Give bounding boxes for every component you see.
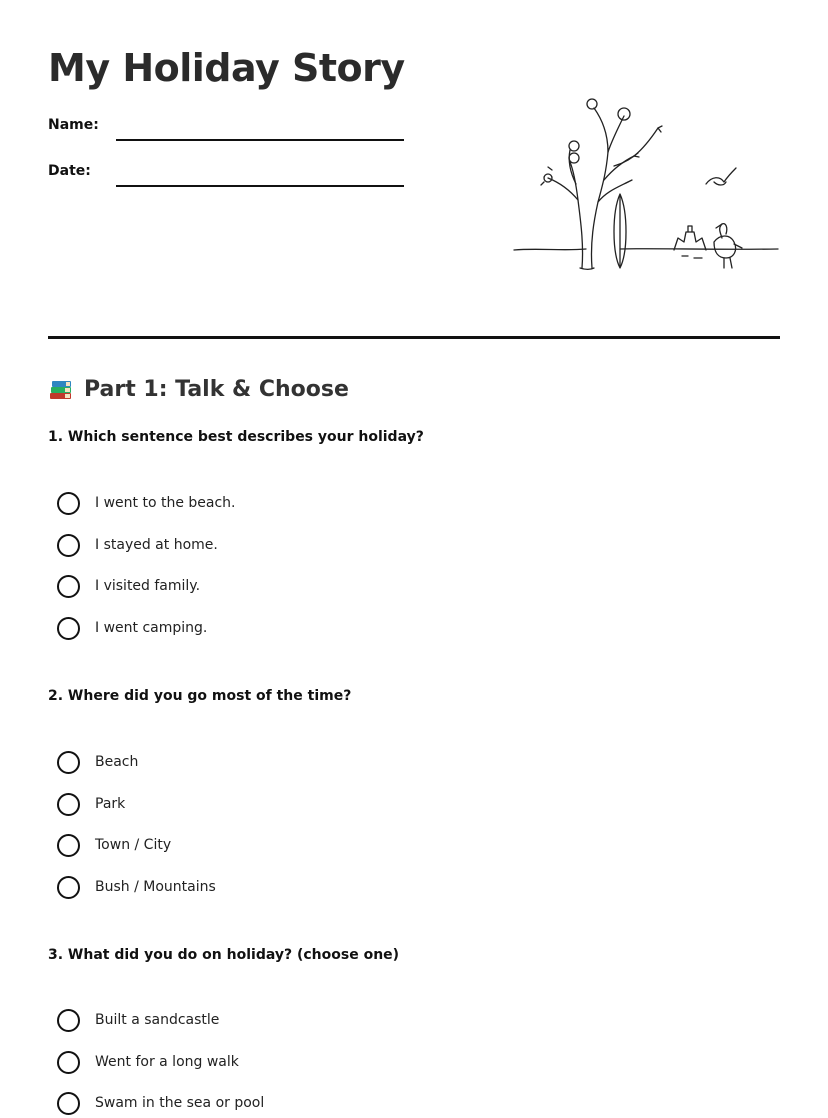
surfboard-icon bbox=[614, 194, 626, 268]
q3-option-1[interactable] bbox=[57, 1007, 219, 1033]
option-label: Went for a long walk bbox=[95, 1054, 239, 1070]
option-label: Built a sandcastle bbox=[95, 1012, 220, 1028]
tree-icon bbox=[541, 99, 662, 270]
beach-illustration bbox=[508, 92, 784, 278]
radio-button[interactable] bbox=[57, 1092, 80, 1115]
option-label: I went camping. bbox=[95, 620, 208, 636]
option-label: I visited family. bbox=[95, 578, 201, 594]
section-divider bbox=[48, 336, 780, 339]
part1-heading bbox=[48, 372, 349, 406]
page-title: My Holiday Story bbox=[48, 46, 405, 90]
q2-option-2[interactable] bbox=[57, 791, 125, 817]
radio-button[interactable] bbox=[57, 1051, 80, 1074]
name-line[interactable] bbox=[116, 139, 404, 141]
bird-icon bbox=[714, 224, 742, 268]
flower-2 bbox=[618, 108, 630, 120]
date-line[interactable] bbox=[116, 185, 404, 187]
q2-option-3[interactable] bbox=[57, 832, 171, 858]
radio-button[interactable] bbox=[57, 617, 80, 640]
flower-3 bbox=[569, 141, 579, 151]
q1-option-4[interactable] bbox=[57, 615, 207, 641]
flower-1 bbox=[587, 99, 597, 109]
q1-option-1[interactable] bbox=[57, 490, 236, 516]
q2-option-1[interactable] bbox=[57, 749, 138, 775]
part1-title: Part 1: Talk & Choose bbox=[84, 376, 349, 402]
seagull-icon bbox=[706, 168, 736, 185]
radio-button[interactable] bbox=[57, 492, 80, 515]
question-1: 1. Which sentence best describes your holiday? bbox=[48, 429, 424, 445]
option-label: Swam in the sea or pool bbox=[95, 1095, 265, 1111]
question-3: 3. What did you do on holiday? (choose one) bbox=[48, 947, 400, 963]
name-field[interactable] bbox=[48, 117, 408, 141]
name-label: Name: bbox=[48, 117, 99, 133]
radio-button[interactable] bbox=[57, 575, 80, 598]
option-label: Park bbox=[95, 796, 126, 812]
q2-option-4[interactable] bbox=[57, 874, 216, 900]
books-icon bbox=[48, 376, 74, 402]
date-label: Date: bbox=[48, 163, 91, 179]
radio-button[interactable] bbox=[57, 751, 80, 774]
q3-option-3[interactable] bbox=[57, 1090, 264, 1116]
radio-button[interactable] bbox=[57, 534, 80, 557]
radio-button[interactable] bbox=[57, 793, 80, 816]
q3-option-2[interactable] bbox=[57, 1049, 239, 1075]
radio-button[interactable] bbox=[57, 876, 80, 899]
option-label: I stayed at home. bbox=[95, 537, 218, 553]
question-2: 2. Where did you go most of the time? bbox=[48, 688, 352, 704]
q1-option-2[interactable] bbox=[57, 532, 218, 558]
radio-button[interactable] bbox=[57, 834, 80, 857]
sandcastle-icon bbox=[674, 226, 706, 258]
ground-line bbox=[514, 249, 778, 250]
option-label: Beach bbox=[95, 754, 139, 770]
option-label: Town / City bbox=[95, 837, 172, 853]
option-label: I went to the beach. bbox=[95, 495, 236, 511]
flower-4 bbox=[569, 153, 579, 163]
date-field[interactable] bbox=[48, 163, 408, 187]
option-label: Bush / Mountains bbox=[95, 879, 216, 895]
radio-button[interactable] bbox=[57, 1009, 80, 1032]
q1-option-3[interactable] bbox=[57, 573, 200, 599]
